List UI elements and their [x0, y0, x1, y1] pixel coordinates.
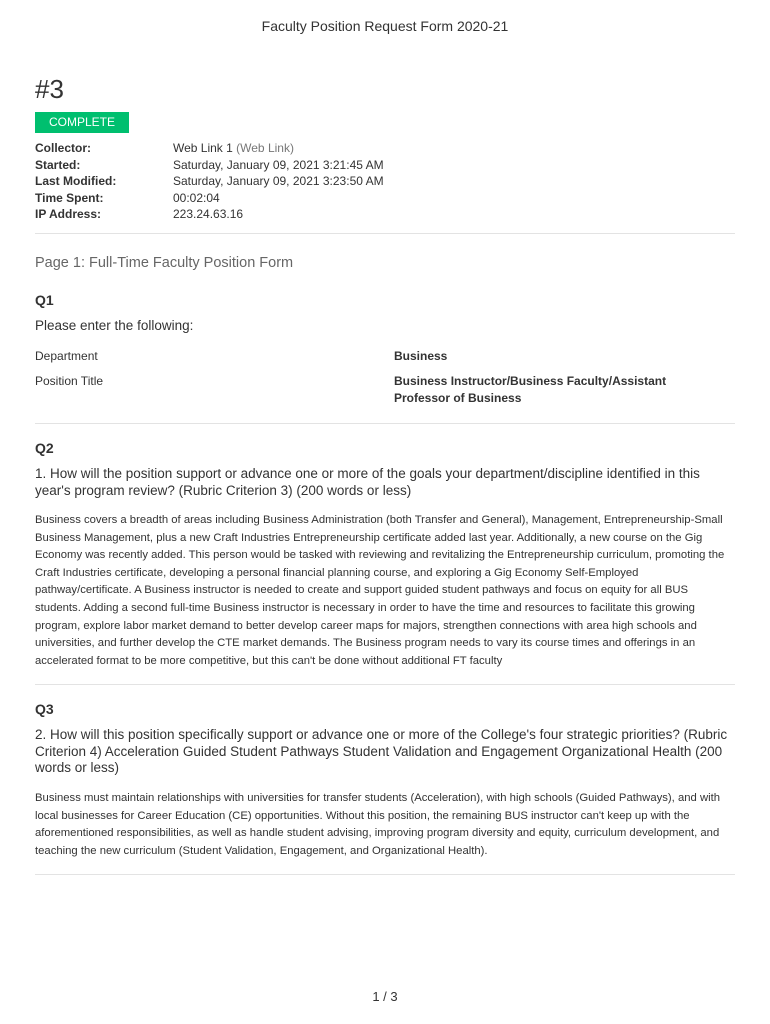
- answer-text: Business must maintain relationships with universities for transfer students (Acceleration), with high schools (Guided Pathways), and with local businesses for Career Education (CE) opportunities. Without this position, the remaining BUS instructor can't keep up with the aforementioned responsibilities, as well as handle student advising, improving program diversity and equity, curriculum development, and teaching the new curriculum (Student Validation, Engagement, and Organizational Health).: [35, 792, 721, 857]
- response-metadata: [35, 140, 384, 223]
- metadata-value: Web Link 1: [173, 141, 233, 155]
- question-number: Q2: [35, 440, 54, 456]
- answer-text: Business covers a breadth of areas including Business Administration (both Transfer and General), Management, Entrepreneurship-Small Business Management, plus a new Craft Industries Entrepreneurship certificate added last year. Additionally, a new course on the Gig Economy was recently added. This person would be tasked with reviewing and revitalizing the Entrepreneurship curriculum, promoting the Craft Industries certificate, developing a personal financial planning course, and exploring a Gig Economy Self-Employed pathway/certificate. A Business instructor is needed to create and support guided student pathways and focus on equity for all BUS students. Adding a second full-time Business instructor is necessary in order to have the time and resources to facilitate this growing program, explore labor market demand to better develop career maps for majors, strengthen connections with area high schools and universities, and further develop the CTE market demands. The Business program needs to vary its course times and offerings in an accelerated format to be more competitive, but this can't be done without additional FT faculty: [35, 514, 725, 667]
- field-label-department: Department: [35, 349, 98, 363]
- metadata-value: 223.24.63.16: [173, 207, 244, 222]
- metadata-key: Time Spent:: [35, 190, 104, 205]
- metadata-key: Last Modified:: [35, 174, 117, 189]
- metadata-value: 00:02:04: [173, 190, 220, 205]
- divider: [35, 684, 735, 685]
- field-label-position-title: Position Title: [35, 374, 104, 388]
- metadata-row-started: [35, 157, 384, 174]
- question-text: 2. How will this position specifically support or advance one or more of the College's four strategic priorities? (Rubric Criterion 4) Acceleration Guided Student Pathways Student Validation and Engagement Organizational Health (200 words or less): [35, 727, 728, 775]
- metadata-key: Collector:: [35, 141, 92, 155]
- metadata-key: Started:: [35, 157, 81, 172]
- question-text: Please enter the following:: [35, 318, 194, 333]
- metadata-row-collector: [35, 140, 384, 157]
- field-value-department: Business: [394, 349, 448, 363]
- metadata-key: IP Address:: [35, 207, 102, 222]
- metadata-row-last-modified: [35, 173, 384, 190]
- divider: [35, 423, 735, 424]
- divider: [35, 874, 735, 875]
- divider: [35, 233, 735, 234]
- question-number: Q1: [35, 292, 54, 308]
- metadata-subvalue: (Web Link): [236, 141, 294, 155]
- document-title: Faculty Position Request Form 2020-21: [261, 18, 509, 34]
- metadata-row-ip-address: [35, 206, 384, 223]
- page-indicator: 1 / 3: [372, 989, 398, 1004]
- metadata-value: Saturday, January 09, 2021 3:23:50 AM: [173, 174, 384, 189]
- question-number: Q3: [35, 701, 54, 717]
- status-badge: COMPLETE: [35, 112, 129, 133]
- response-number: #3: [35, 74, 64, 104]
- page-title: Page 1: Full-Time Faculty Position Form: [35, 255, 294, 271]
- question-text: 1. How will the position support or advance one or more of the goals your department/discipline identified in this year's program review? (Rubric Criterion 3) (200 words or less): [35, 466, 700, 498]
- field-value-position-title: Business Instructor/Business Faculty/Assistant Professor of Business: [394, 374, 667, 405]
- metadata-row-time-spent: [35, 190, 384, 207]
- metadata-value: Saturday, January 09, 2021 3:21:45 AM: [173, 157, 384, 172]
